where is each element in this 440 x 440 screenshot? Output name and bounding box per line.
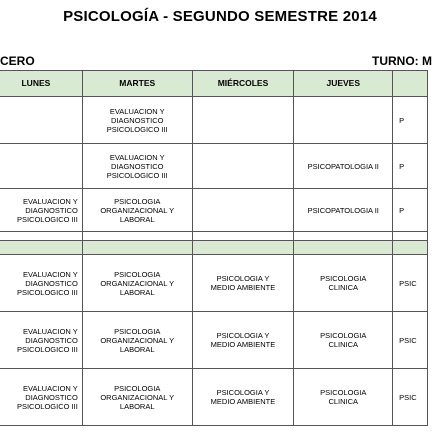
table-cell — [192, 97, 294, 144]
table-cell: PSICOLOGIA Y MEDIO AMBIENTE — [192, 312, 294, 369]
table-cell: PSICOLOGIA ORGANIZACIONAL Y LABORAL — [82, 312, 192, 369]
table-cell — [294, 97, 393, 144]
table-cell: PSICOLOGIA ORGANIZACIONAL Y LABORAL — [82, 255, 192, 312]
table-cell: PSICOLOGIA CLINICA — [294, 369, 393, 426]
table-cell: PSICOPATOLOGIA II — [294, 144, 393, 189]
separator-row — [0, 232, 428, 241]
table-cell — [192, 144, 294, 189]
table-cell: PSICOLOGIA CLINICA — [294, 312, 393, 369]
header-row — [0, 71, 428, 97]
table-cell: EVALUACION Y DIAGNOSTICO PSICOLOGICO III — [82, 97, 192, 144]
group-label: CERO — [0, 54, 35, 68]
header-cell — [393, 71, 428, 97]
table-cell: PSIC — [393, 369, 428, 426]
table-row — [0, 144, 428, 189]
table-cell: P — [393, 97, 428, 144]
table-cell: EVALUACION Y DIAGNOSTICO PSICOLOGICO III — [0, 189, 82, 232]
table-row — [0, 97, 428, 144]
table-row — [0, 312, 428, 369]
header-jueves: JUEVES — [294, 71, 393, 97]
header-lunes: LUNES — [0, 71, 82, 97]
page-title: PSICOLOGÍA - SEGUNDO SEMESTRE 2014 — [63, 8, 377, 25]
table-cell: EVALUACION Y DIAGNOSTICO PSICOLOGICO III — [0, 369, 82, 426]
table-cell: EVALUACION Y DIAGNOSTICO PSICOLOGICO III — [0, 312, 82, 369]
table-cell: EVALUACION Y DIAGNOSTICO PSICOLOGICO III — [82, 144, 192, 189]
table-cell: P — [393, 144, 428, 189]
table-cell: PSIC — [393, 312, 428, 369]
table-cell: P — [393, 189, 428, 232]
table-cell: PSIC — [393, 255, 428, 312]
turno-label: TURNO: M — [372, 54, 432, 68]
table-cell: PSICOPATOLOGIA II — [294, 189, 393, 232]
band-row — [0, 241, 428, 255]
table-cell: PSICOLOGIA CLINICA — [294, 255, 393, 312]
table-row — [0, 189, 428, 232]
table-cell: PSICOLOGIA Y MEDIO AMBIENTE — [192, 369, 294, 426]
table-cell — [192, 189, 294, 232]
table-cell — [0, 97, 82, 144]
table-cell — [0, 144, 82, 189]
table-row — [0, 369, 428, 426]
header-martes: MARTES — [82, 71, 192, 97]
table-cell: EVALUACION Y DIAGNOSTICO PSICOLOGICO III — [0, 255, 82, 312]
table-cell: PSICOLOGIA Y MEDIO AMBIENTE — [192, 255, 294, 312]
table-cell: PSICOLOGIA ORGANIZACIONAL Y LABORAL — [82, 189, 192, 232]
table-row — [0, 255, 428, 312]
table-cell: PSICOLOGIA ORGANIZACIONAL Y LABORAL — [82, 369, 192, 426]
schedule-table — [0, 70, 428, 426]
header-miercoles: MIÉRCOLES — [192, 71, 294, 97]
